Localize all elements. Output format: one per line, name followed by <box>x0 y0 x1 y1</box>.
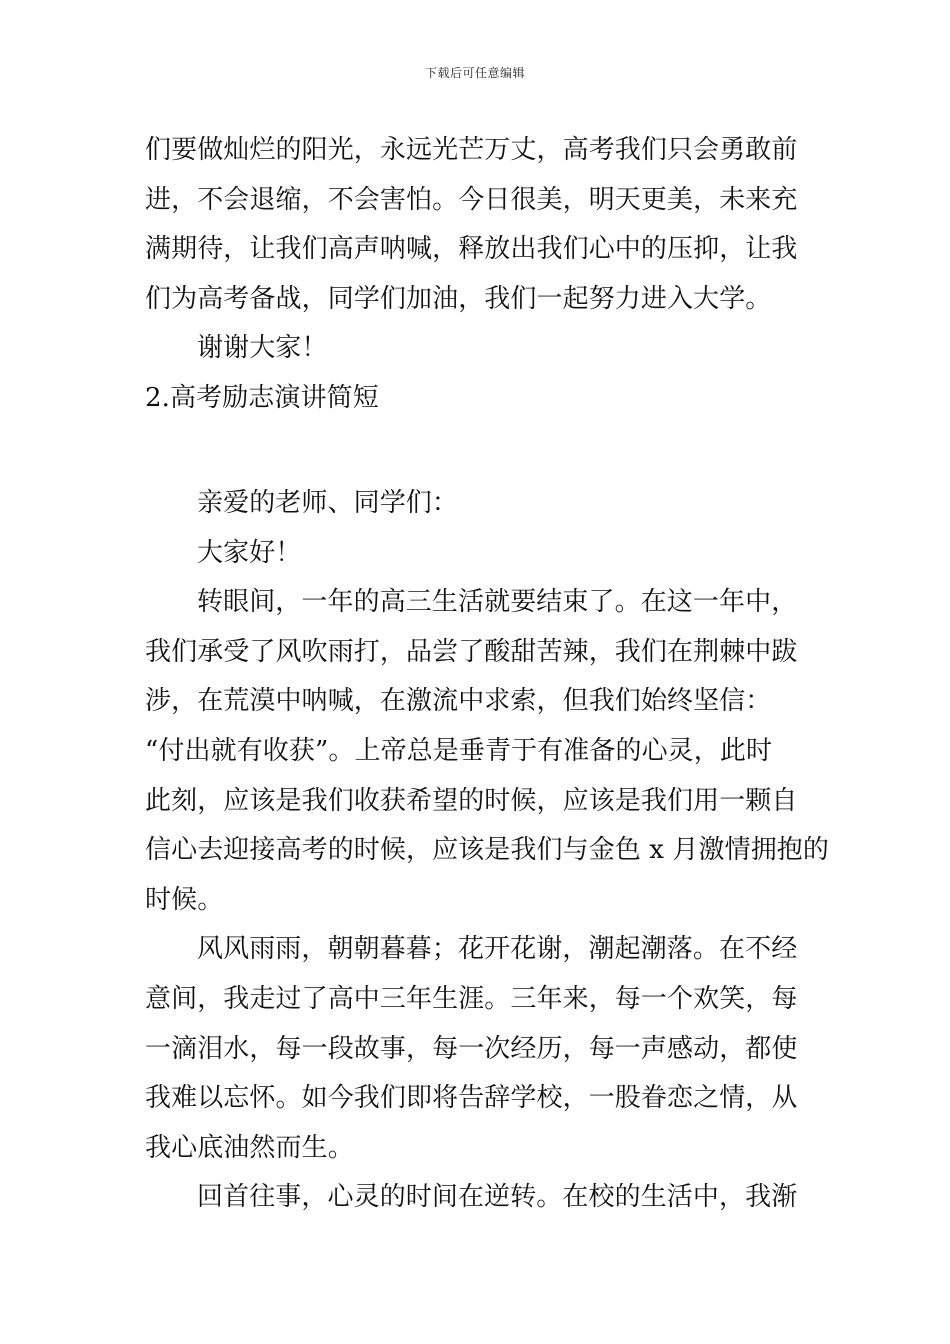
text-line: 意间，我走过了高中三年生涯。三年来，每一个欢笑，每 <box>145 983 798 1014</box>
text-line: 转眼间，一年的高三生活就要结束了。在这一年中， <box>197 587 798 618</box>
paragraph-2 <box>145 925 807 1173</box>
text-line: 我心底油然而生。 <box>145 1132 354 1163</box>
document-body <box>145 126 829 1223</box>
text-line: 回首往事，心灵的时间在逆转。在校的生活中，我渐 <box>197 1182 798 1213</box>
text-line: “付出就有收获”。上帝总是垂青于有准备的心灵，此时 <box>145 735 773 766</box>
text-line: 们要做灿烂的阳光，永远光芒万丈，高考我们只会勇敢前 <box>145 135 798 165</box>
text-line: 时候。 <box>145 884 224 915</box>
text-line: 风风雨雨，朝朝暮暮；花开花谢，潮起潮落。在不经 <box>197 934 798 965</box>
text-line: 我难以忘怀。如今我们即将告辞学校，一股眷恋之情，从 <box>145 1083 798 1114</box>
closing-line: 谢谢大家！ <box>197 333 328 364</box>
section-heading: 2.高考励志演讲简短 <box>145 382 379 413</box>
salutation: 亲爱的老师、同学们： <box>197 487 459 518</box>
text-line: 进，不会退缩，不会害怕。今日很美，明天更美，未来充 <box>145 184 798 215</box>
text-line: 信心去迎接高考的时候，应该是我们与金色 x 月激情拥抱的 <box>145 835 829 866</box>
text-line: 们为高考备战，同学们加油，我们一起努力进入大学。 <box>145 283 772 314</box>
section-1 <box>145 126 807 374</box>
page-header: 下载后可任意编辑 <box>424 66 525 80</box>
text-line: 一滴泪水，每一段故事，每一次经历，每一声感动，都使 <box>145 1033 798 1064</box>
section-2 <box>145 374 829 1223</box>
blank-gap <box>145 423 807 479</box>
paragraph-3 <box>145 1173 807 1223</box>
greeting: 大家好！ <box>197 537 302 568</box>
paragraph-1 <box>145 578 829 925</box>
text-line: 此刻，应该是我们收获希望的时候，应该是我们用一颗自 <box>145 785 798 816</box>
text-line: 涉，在荒漠中呐喊，在激流中求索，但我们始终坚信： <box>145 686 772 717</box>
text-line: 满期待，让我们高声呐喊，释放出我们心中的压抑，让我 <box>145 234 798 265</box>
text-line: 我们承受了风吹雨打，品尝了酸甜苦辣，我们在荆棘中跋 <box>145 636 798 667</box>
